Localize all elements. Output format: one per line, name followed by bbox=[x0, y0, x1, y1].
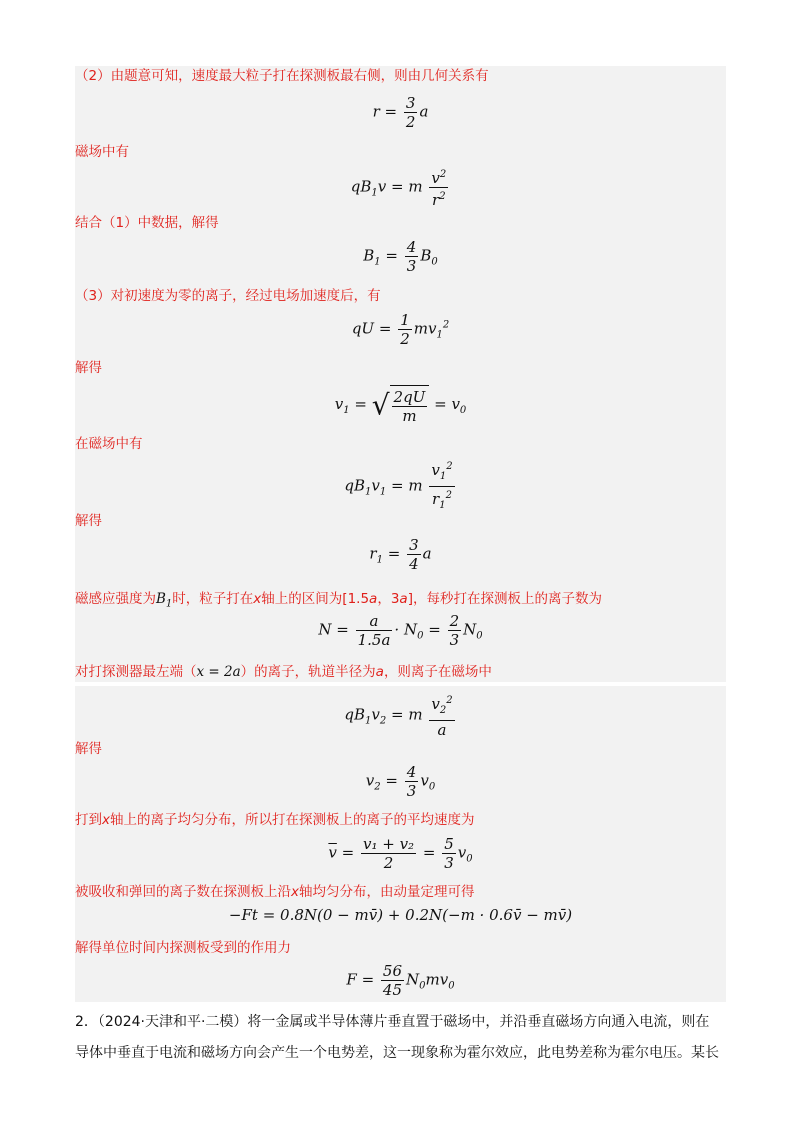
text-solve-2: 解得 bbox=[75, 513, 102, 529]
equation-lorentz-3: $qB_1v_2 = m$ $\frac{v_2^2}{a}$ bbox=[75, 692, 726, 739]
text-leftmost: 对打探测器最左端（x = 2a）的离子，轨道半径为a，则离子在磁场中 bbox=[75, 664, 492, 680]
question2-line1: 2．（2024·天津和平·二模）将一金属或半导体薄片垂直置于磁场中，并沿垂直磁场方向通入电流，则在 bbox=[75, 1014, 710, 1030]
equation-F: F = $\frac{56}{45}$ $N_0mv_0$ bbox=[346, 962, 455, 999]
text-momentum: 被吸收和弹回的离子数在探测板上沿x轴均匀分布，由动量定理可得 bbox=[75, 884, 475, 900]
equation-impulse: −Ft = 0.8N(0 − mv̄) + 0.2N(−m · 0.6v̄ − mv̄) bbox=[228, 906, 573, 924]
question2-line2: 导体中垂直于电流和磁场方向会产生一个电势差，这一现象称为霍尔效应，此电势差称为霍尔电压。某长 bbox=[75, 1045, 719, 1061]
text-part3-intro: （3）对初速度为零的离子，经过电场加速度后，有 bbox=[75, 288, 381, 304]
text-field-strength: 磁感应强度为$B_1$时，粒子打在x轴上的区间为[1.5a，3a]，每秒打在探测板上的离子数为 bbox=[75, 591, 602, 610]
text-average-speed: 打到x轴上的离子均匀分布，所以打在探测板上的离子的平均速度为 bbox=[75, 812, 475, 828]
text-in-field: 在磁场中有 bbox=[75, 436, 143, 452]
b1-symbol: $B_1$ bbox=[156, 591, 173, 610]
text-solve-1: 解得 bbox=[75, 360, 102, 376]
text-part2-intro: （2）由题意可知，速度最大粒子打在探测板最右侧，则由几何关系有 bbox=[75, 68, 489, 84]
text-magnetic-field: 磁场中有 bbox=[75, 144, 129, 160]
text-solve-3: 解得 bbox=[75, 741, 102, 757]
equation-v1: $v_1$ = √ $\frac{2qU}{m}$ = $v_0$ bbox=[75, 385, 726, 425]
equation-energy: qU = $\frac{1}{2}$ $mv_1^2$ bbox=[351, 311, 450, 348]
equation-lorentz-1: $qB_1v = m$ $\frac{v^2}{r^2}$ bbox=[75, 166, 726, 209]
text-force: 解得单位时间内探测板受到的作用力 bbox=[75, 940, 291, 956]
equation-B1: $B_1$ = $\frac{4}{3}$ $B_0$ bbox=[363, 238, 438, 275]
text-combine: 结合（1）中数据，解得 bbox=[75, 215, 219, 231]
equation-r: r = $\frac{3}{2}$ a bbox=[372, 94, 429, 131]
equation-vbar: $\overline{v}$ = $\frac{\text{v₁ + v₂}}{2}$ = $\frac{5}{3}$ $v_0$ bbox=[328, 835, 473, 872]
equation-v2: $v_2$ = $\frac{4}{3}$ $v_0$ bbox=[365, 763, 436, 800]
equation-N: N = $\frac{a}{1.5a}$ · $N_0$ = $\frac{2}{3}$ $N_0$ bbox=[318, 612, 483, 649]
equation-lorentz-2: $qB_1v_1 = m$ $\frac{v_1^2}{r_1^2}$ bbox=[75, 458, 726, 515]
equation-r1: $r_1$ = $\frac{3}{4}$ a bbox=[369, 536, 432, 573]
